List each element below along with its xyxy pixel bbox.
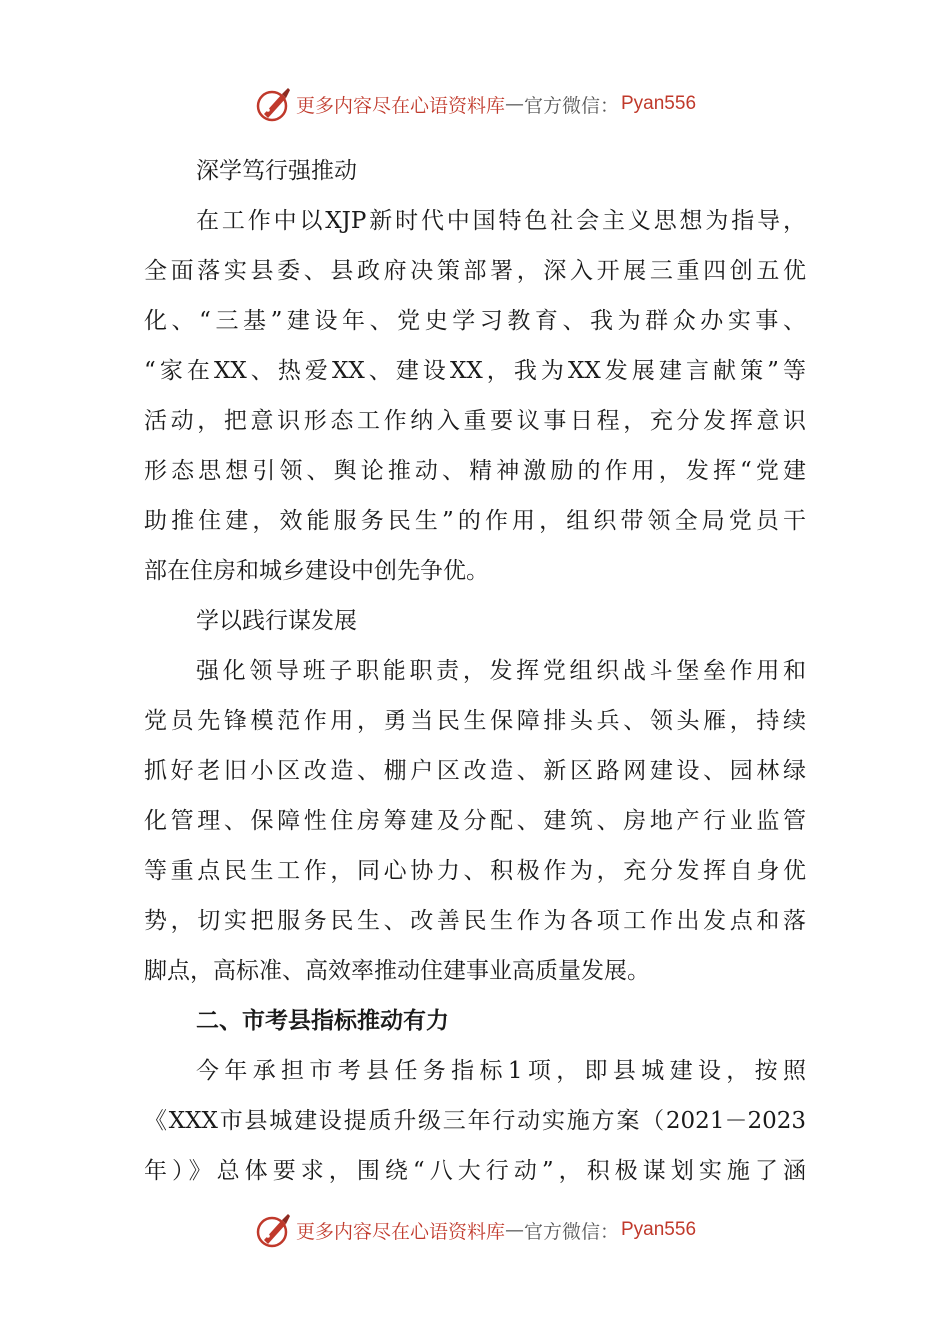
document-body: [144, 146, 806, 1196]
paragraph-line: 化管理、保障性住房筹建及分配、建筑、房地产行业监管: [144, 808, 806, 834]
watermark-site-name: 更多内容尽在心语资料库: [295, 1220, 505, 1243]
paragraph-line: 党员先锋模范作用，勇当民生保障排头兵、领头雁，持续: [144, 708, 806, 734]
section-title-deep-study: 深学笃行强推动: [196, 158, 357, 184]
watermark-wechat-id: Pyan556: [621, 93, 697, 114]
paragraph-line: 助推住建，效能服务民生”的作用，组织带领全局党员干: [144, 508, 806, 534]
watermark-dash: —: [504, 93, 524, 115]
paragraph-line: 今年承担市考县任务指标1项，即县城建设，按照: [196, 1058, 806, 1084]
watermark-wechat-id: Pyan556: [621, 1219, 697, 1240]
pen-nib-logo-icon: [254, 1210, 294, 1250]
watermark-dash: —: [504, 1219, 524, 1241]
paragraph-line: 《XXX市县城建设提质升级三年行动实施方案（2021－2023: [144, 1108, 806, 1134]
paragraph-line: 年）》总体要求，围绕“八大行动”，积极谋划实施了涵: [144, 1158, 806, 1184]
paragraph-line: “家在XX、热爱XX、建设XX，我为XX发展建言献策”等: [144, 358, 806, 384]
pen-nib-logo-icon: [254, 84, 294, 124]
watermark-footer: [0, 1210, 950, 1250]
section-heading-indicators: 二、市考县指标推动有力: [196, 1008, 449, 1034]
paragraph-line: 势，切实把服务民生、改善民生作为各项工作出发点和落: [144, 908, 806, 934]
watermark-official-label: 官方微信：: [523, 1220, 619, 1243]
paragraph-line: 强化领导班子职能职责，发挥党组织战斗堡垒作用和: [196, 658, 806, 684]
paragraph-line: 部在住房和城乡建设中创先争优。: [144, 558, 489, 584]
section-title-practice: 学以践行谋发展: [196, 608, 357, 634]
paragraph-line: 形态思想引领、舆论推动、精神激励的作用，发挥“党建: [144, 458, 806, 484]
paragraph-line: 脚点，高标准、高效率推动住建事业高质量发展。: [144, 958, 650, 984]
paragraph-line: 等重点民生工作，同心协力、积极作为，充分发挥自身优: [144, 858, 806, 884]
watermark-header: [0, 84, 950, 124]
paragraph-line: 在工作中以XJP新时代中国特色社会主义思想为指导，: [196, 208, 806, 234]
paragraph-line: 活动，把意识形态工作纳入重要议事日程，充分发挥意识: [144, 408, 806, 434]
paragraph-line: 全面落实县委、县政府决策部署，深入开展三重四创五优: [144, 258, 806, 284]
watermark-site-name: 更多内容尽在心语资料库: [295, 94, 505, 117]
paragraph-line: 化、“三基”建设年、党史学习教育、我为群众办实事、: [144, 308, 806, 334]
paragraph-line: 抓好老旧小区改造、棚户区改造、新区路网建设、园林绿: [144, 758, 806, 784]
watermark-official-label: 官方微信：: [523, 94, 619, 117]
